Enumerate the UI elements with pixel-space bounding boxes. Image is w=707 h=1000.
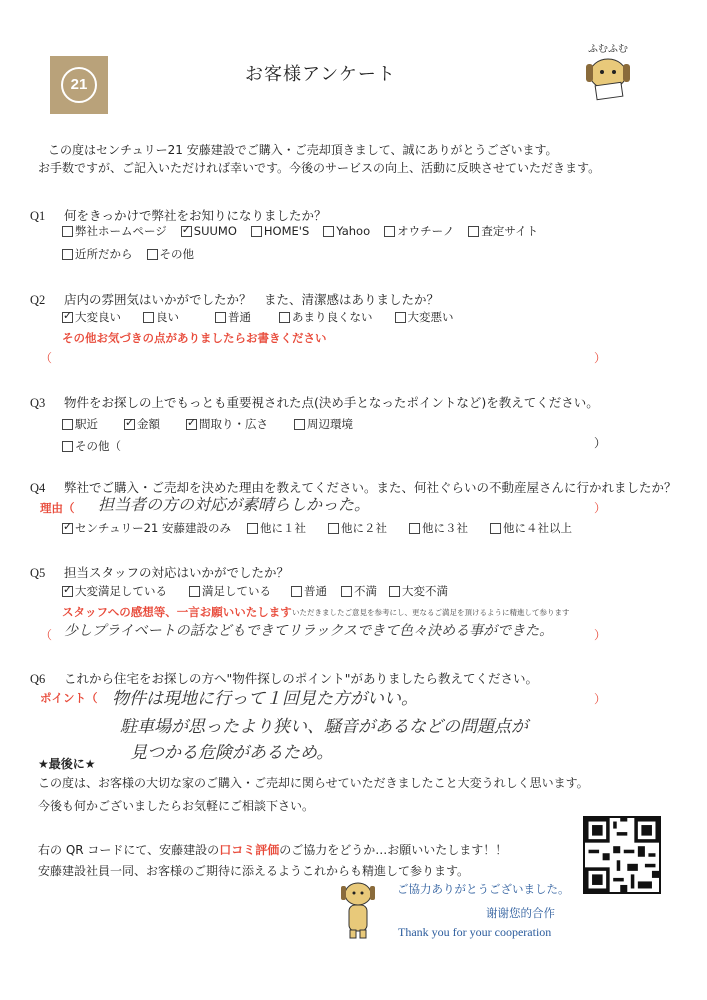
- mascot-caption: ふむふむ: [588, 44, 628, 55]
- q1-option[interactable]: [384, 223, 454, 239]
- checkbox[interactable]: [215, 312, 226, 323]
- logo-text: 21: [61, 67, 97, 103]
- q3-option[interactable]: [62, 416, 98, 432]
- checkbox[interactable]: [62, 441, 73, 452]
- intro-line-1: この度はセンチュリー21 安藤建設でご購入・ご売却頂きまして、誠にありがとうございます。: [48, 143, 558, 157]
- checkbox-checked[interactable]: [62, 523, 73, 534]
- thanks-chinese: 谢谢您的合作: [486, 906, 555, 920]
- checkbox[interactable]: [468, 226, 479, 237]
- q1-number: Q1: [30, 209, 46, 223]
- option-label: 他に１社: [259, 521, 306, 535]
- q5-answer: 少しプライベートの話などもできてリラックスできて色々決める事ができた。: [64, 623, 554, 639]
- q1-options-row-1: [62, 223, 552, 239]
- checkbox[interactable]: [384, 226, 395, 237]
- q1-options-row-2: [62, 246, 208, 262]
- q2-paren-open: （: [40, 351, 53, 365]
- option-label: オウチーノ: [397, 224, 455, 238]
- mascot-dog-icon: [582, 52, 640, 104]
- closing-line-2: 今後も何かございましたらお気軽にご相談下さい。: [38, 799, 315, 813]
- q1-question: [30, 206, 327, 224]
- checkbox[interactable]: [62, 249, 73, 260]
- checkbox[interactable]: [341, 586, 352, 597]
- option-label: 他に２社: [340, 521, 387, 535]
- checkbox[interactable]: [62, 419, 73, 430]
- q5-option[interactable]: [291, 583, 327, 599]
- q5-text: 担当スタッフの対応はいかがでしたか？: [64, 565, 290, 580]
- q5-option[interactable]: [62, 583, 167, 599]
- q3-question: [30, 393, 599, 411]
- option-label: 弊社ホームページ: [75, 224, 167, 238]
- checkbox[interactable]: [247, 523, 258, 534]
- q6-number: Q6: [30, 672, 46, 686]
- q1-option[interactable]: [147, 246, 195, 262]
- q2-text: 店内の雰囲気はいかがでしたか？ また、清潔感はありましたか？: [64, 292, 440, 307]
- option-label: その他: [159, 247, 194, 261]
- checkbox[interactable]: [251, 226, 262, 237]
- q2-option[interactable]: [62, 309, 121, 325]
- q2-option[interactable]: [395, 309, 454, 325]
- option-label: センチュリー21 安藤建設のみ: [75, 521, 231, 535]
- q4-option[interactable]: [247, 520, 306, 536]
- checkbox[interactable]: [389, 586, 400, 597]
- thanks-english: Thank you for your cooperation: [398, 925, 552, 939]
- q3-option[interactable]: [294, 416, 353, 432]
- q1-option[interactable]: [62, 223, 167, 239]
- q3-option[interactable]: [124, 416, 160, 432]
- intro-line-2: お手数ですが、ご記入いただければ幸いです。今後のサービスの向上、活動に反映させていただきます。: [38, 161, 601, 175]
- q5-paren-close: ）: [594, 628, 607, 642]
- q4-text: 弊社でご購入・ご売却を決めた理由を教えてください。また、何社ぐらいの不動産屋さんに行かれましたか？: [64, 480, 677, 495]
- option-label: 良い: [156, 310, 179, 324]
- q5-question: [30, 563, 289, 581]
- checkbox[interactable]: [147, 249, 158, 260]
- qr-instruction: 右の QR コードにて、安藤建設の: [38, 843, 220, 857]
- closing-line-4: 安藤建設社員一同、お客様のご期待に添えるようこれからも精進して参ります。: [38, 864, 470, 878]
- q3-options: [62, 416, 367, 432]
- q1-option[interactable]: [62, 246, 133, 262]
- option-label: 普通: [304, 584, 327, 598]
- thanks-japanese: ご協力ありがとうございました。: [397, 882, 570, 896]
- checkbox-checked[interactable]: [62, 586, 73, 597]
- qr-instruction-end: のご協力をどうか…お願いいたします！！: [279, 843, 508, 857]
- qr-code[interactable]: [583, 816, 661, 894]
- option-label: その他（: [75, 439, 121, 453]
- q3-option[interactable]: [186, 416, 268, 432]
- q3-other: [62, 438, 135, 454]
- closing-line-1: この度は、お客様の大切な家のご購入・ご売却に関らせていただきましたこと大変うれしく思います。: [38, 776, 589, 790]
- q1-text: 何をきっかけで弊社をお知りになりましたか？: [64, 208, 327, 223]
- q4-reason-answer: 担当者の方の対応が素晴らしかった。: [98, 495, 371, 514]
- q4-option[interactable]: [328, 520, 387, 536]
- q1-option[interactable]: [181, 223, 237, 239]
- q5-note: いただきましたご意見を参考にし、更なるご満足を頂けるように精進して参ります: [292, 608, 570, 617]
- option-label: 大変悪い: [407, 310, 454, 324]
- q2-number: Q2: [30, 293, 46, 307]
- checkbox-checked[interactable]: [181, 226, 192, 237]
- checkbox[interactable]: [279, 312, 290, 323]
- option-label: 査定サイト: [481, 224, 539, 238]
- option-label: 大変不満: [402, 584, 448, 598]
- q5-option[interactable]: [189, 583, 271, 599]
- q5-option[interactable]: [389, 583, 448, 599]
- q2-option[interactable]: [143, 309, 179, 325]
- q6-answer-line-3: 見つかる危険があるため。: [130, 743, 334, 763]
- q4-options: [62, 520, 586, 536]
- closing-line-3: [38, 841, 507, 858]
- q2-options: [62, 309, 468, 325]
- option-label: Yahoo: [336, 224, 371, 238]
- option-label: 金額: [137, 417, 160, 431]
- option-label: HOME'S: [263, 224, 310, 238]
- q6-paren-close: ）: [594, 692, 607, 706]
- option-label: 周辺環境: [307, 417, 353, 431]
- q1-option[interactable]: [251, 223, 309, 239]
- option-label: 不満: [354, 584, 377, 598]
- mascot-dog-bottom-icon: [338, 880, 378, 942]
- q4-option[interactable]: [490, 520, 572, 536]
- q4-paren-close: ）: [594, 501, 607, 515]
- q5-prompt: スタッフへの感想等、一言お願いいたします: [62, 605, 292, 619]
- option-label: 近所だから: [75, 247, 133, 261]
- q2-prompt: その他お気づきの点がありましたらお書きください: [62, 331, 327, 345]
- checkbox-checked[interactable]: [186, 419, 197, 430]
- q3-number: Q3: [30, 396, 46, 410]
- q4-option[interactable]: [409, 520, 468, 536]
- closing-heading: ★最後に★: [38, 757, 96, 771]
- q6-answer-line-1: 物件は現地に行って１回見た方がいい。: [112, 689, 418, 709]
- q5-options: [62, 583, 462, 599]
- option-label: 駅近: [75, 417, 98, 431]
- checkbox[interactable]: [490, 523, 501, 534]
- q6-answer-line-2: 駐車場が思ったより狭い、騒音があるなどの問題点が: [120, 717, 528, 737]
- option-label: 大変良い: [75, 310, 121, 324]
- option-label: 満足している: [202, 584, 271, 598]
- q4-number: Q4: [30, 481, 46, 495]
- checkbox[interactable]: [395, 312, 406, 323]
- q2-option[interactable]: [215, 309, 251, 325]
- q1-option[interactable]: [323, 223, 370, 239]
- checkbox[interactable]: [189, 586, 200, 597]
- q2-option[interactable]: [279, 309, 373, 325]
- option-label: 他に３社: [421, 521, 468, 535]
- q4-reason-label: 理由（: [40, 501, 75, 515]
- checkbox[interactable]: [294, 419, 305, 430]
- q6-text: これから住宅をお探しの方へ"物件探しのポイント"がありましたら教えてください。: [64, 671, 539, 686]
- checkbox[interactable]: [409, 523, 420, 534]
- checkbox[interactable]: [328, 523, 339, 534]
- q2-paren-close: ）: [594, 351, 607, 365]
- option-label: 普通: [228, 310, 251, 324]
- checkbox[interactable]: [143, 312, 154, 323]
- q2-question: [30, 290, 439, 308]
- checkbox-checked[interactable]: [124, 419, 135, 430]
- option-label: あまり良くない: [292, 310, 373, 324]
- q3-other-option[interactable]: [62, 438, 121, 454]
- q6-label: ポイント（: [40, 691, 98, 705]
- checkbox[interactable]: [62, 226, 73, 237]
- option-label: 間取り・広さ: [199, 417, 268, 431]
- page-title: お客様アンケート: [245, 64, 396, 85]
- q5-number: Q5: [30, 566, 46, 580]
- q3-text: 物件をお探しの上でもっとも重要視された点(決め手となったポイントなど)を教えてください。: [64, 395, 599, 410]
- q5-option[interactable]: [341, 583, 377, 599]
- q4-option[interactable]: [62, 520, 231, 536]
- q3-paren-close: ）: [594, 436, 607, 450]
- checkbox-checked[interactable]: [62, 312, 73, 323]
- century21-logo: [50, 56, 108, 114]
- option-label: 他に４社以上: [502, 521, 572, 535]
- checkbox[interactable]: [291, 586, 302, 597]
- checkbox[interactable]: [323, 226, 334, 237]
- option-label: 大変満足している: [75, 584, 167, 598]
- option-label: SUUMO: [193, 224, 237, 238]
- q1-option[interactable]: [468, 223, 538, 239]
- q5-paren-open: （: [40, 628, 53, 642]
- review-highlight: 口コミ評価: [219, 843, 280, 857]
